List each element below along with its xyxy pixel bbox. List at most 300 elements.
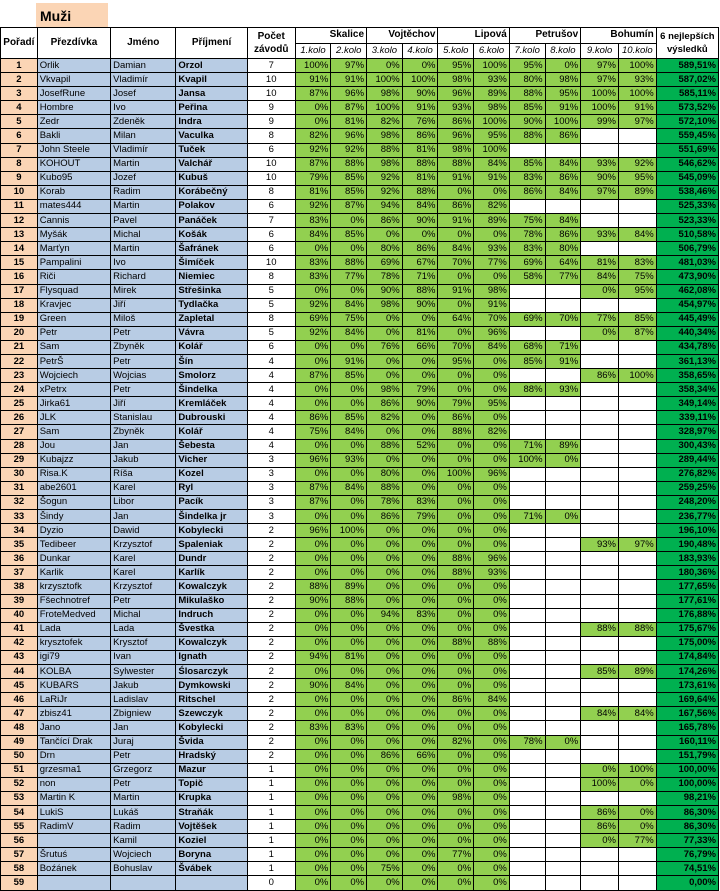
table-row: [1, 552, 719, 566]
score-cell: 91%: [474, 171, 510, 185]
first-name-cell: Karel: [111, 566, 176, 580]
last-name-cell: Šebesta: [176, 439, 247, 453]
score-cell: 97%: [581, 73, 619, 87]
rank-cell: 46: [1, 693, 38, 707]
first-name-cell: Karel: [111, 481, 176, 495]
rank-cell: 24: [1, 383, 38, 397]
score-cell: 96%: [331, 129, 367, 143]
score-cell: 0%: [295, 693, 331, 707]
score-cell: 0%: [402, 566, 438, 580]
score-cell: [509, 397, 545, 411]
best-six-cell: 74,51%: [656, 862, 718, 876]
header-round: 1.kolo: [295, 43, 331, 59]
best-six-cell: 510,58%: [656, 228, 718, 242]
rank-cell: 2: [1, 73, 38, 87]
header-venue: Bohumín: [581, 28, 656, 44]
table-row: [1, 439, 719, 453]
score-cell: [581, 721, 619, 735]
score-cell: 0%: [618, 777, 656, 791]
score-cell: 66%: [402, 340, 438, 354]
score-cell: 98%: [438, 73, 474, 87]
rank-cell: 44: [1, 665, 38, 679]
first-name-cell: Michal: [111, 608, 176, 622]
score-cell: 0%: [295, 340, 331, 354]
table-row: [1, 580, 719, 594]
nickname-cell: LaRiJr: [37, 693, 110, 707]
score-cell: 0%: [367, 693, 403, 707]
score-cell: 0%: [331, 848, 367, 862]
score-cell: 0%: [402, 594, 438, 608]
score-cell: 0%: [402, 481, 438, 495]
score-cell: 83%: [295, 270, 331, 284]
last-name-cell: Tydlačka: [176, 298, 247, 312]
score-cell: 84%: [545, 185, 581, 199]
nickname-cell: Sam: [37, 425, 110, 439]
table-row: [1, 805, 719, 819]
score-cell: [618, 214, 656, 228]
last-name-cell: Kobylecki: [176, 721, 247, 735]
score-cell: [581, 340, 619, 354]
score-cell: 0%: [331, 763, 367, 777]
nickname-cell: Drn: [37, 749, 110, 763]
best-six-cell: 585,11%: [656, 87, 718, 101]
score-cell: 86%: [402, 242, 438, 256]
score-cell: [509, 552, 545, 566]
score-cell: [509, 481, 545, 495]
race-count-cell: 2: [247, 552, 295, 566]
race-count-cell: 4: [247, 354, 295, 368]
race-count-cell: 9: [247, 115, 295, 129]
table-row: [1, 650, 719, 664]
score-cell: 84%: [331, 481, 367, 495]
header-round: 3.kolo: [367, 43, 403, 59]
race-count-cell: 2: [247, 608, 295, 622]
score-cell: [509, 622, 545, 636]
score-cell: 0%: [367, 876, 403, 890]
score-cell: 84%: [474, 340, 510, 354]
best-six-cell: 259,25%: [656, 481, 718, 495]
score-cell: [545, 298, 581, 312]
last-name-cell: Šindelka jr: [176, 510, 247, 524]
best-six-cell: 525,33%: [656, 199, 718, 213]
score-cell: 93%: [581, 228, 619, 242]
score-cell: [618, 411, 656, 425]
score-cell: [509, 721, 545, 735]
table-row: [1, 312, 719, 326]
first-name-cell: Petr: [111, 354, 176, 368]
best-six-cell: 169,64%: [656, 693, 718, 707]
nickname-cell: [37, 834, 110, 848]
rank-cell: 40: [1, 608, 38, 622]
score-cell: [545, 636, 581, 650]
first-name-cell: Damian: [111, 59, 176, 73]
table-row: [1, 270, 719, 284]
race-count-cell: 3: [247, 510, 295, 524]
table-row: [1, 862, 719, 876]
last-name-cell: Košák: [176, 228, 247, 242]
score-cell: 0%: [438, 834, 474, 848]
rank-cell: 10: [1, 185, 38, 199]
score-cell: 0%: [402, 411, 438, 425]
score-cell: 0%: [295, 665, 331, 679]
score-cell: 90%: [295, 594, 331, 608]
score-cell: [581, 650, 619, 664]
score-cell: 92%: [331, 143, 367, 157]
last-name-cell: Kubuš: [176, 171, 247, 185]
score-cell: 100%: [581, 777, 619, 791]
score-cell: 88%: [367, 143, 403, 157]
table-row: [1, 679, 719, 693]
rank-cell: 33: [1, 510, 38, 524]
race-count-cell: 2: [247, 735, 295, 749]
first-name-cell: Zdeněk: [111, 115, 176, 129]
score-cell: [618, 495, 656, 509]
race-count-cell: 2: [247, 707, 295, 721]
score-cell: 93%: [581, 538, 619, 552]
last-name-cell: Šafránek: [176, 242, 247, 256]
best-six-cell: 289,44%: [656, 453, 718, 467]
score-cell: [545, 284, 581, 298]
race-count-cell: 1: [247, 805, 295, 819]
rank-cell: 28: [1, 439, 38, 453]
score-cell: 84%: [402, 199, 438, 213]
score-cell: 0%: [438, 650, 474, 664]
nickname-cell: xPetrx: [37, 383, 110, 397]
score-cell: 92%: [367, 185, 403, 199]
score-cell: 0%: [367, 369, 403, 383]
last-name-cell: Orzol: [176, 59, 247, 73]
rank-cell: 27: [1, 425, 38, 439]
last-name-cell: [176, 876, 247, 890]
score-cell: 100%: [581, 87, 619, 101]
score-cell: 0%: [474, 805, 510, 819]
first-name-cell: Kamil: [111, 834, 176, 848]
score-cell: 70%: [474, 312, 510, 326]
table-row: [1, 326, 719, 340]
first-name-cell: Josef: [111, 87, 176, 101]
score-cell: [545, 425, 581, 439]
last-name-cell: Dubrouski: [176, 411, 247, 425]
score-cell: [545, 566, 581, 580]
score-cell: [545, 707, 581, 721]
score-cell: 98%: [438, 143, 474, 157]
score-cell: 0%: [295, 510, 331, 524]
score-cell: 0%: [474, 665, 510, 679]
score-cell: [581, 608, 619, 622]
best-six-cell: 176,88%: [656, 608, 718, 622]
score-cell: 0%: [474, 650, 510, 664]
score-cell: 0%: [295, 763, 331, 777]
best-six-cell: 440,34%: [656, 326, 718, 340]
score-cell: 0%: [474, 707, 510, 721]
score-cell: 0%: [474, 369, 510, 383]
score-cell: 0%: [402, 848, 438, 862]
score-cell: 100%: [618, 369, 656, 383]
table-row: [1, 340, 719, 354]
nickname-cell: KUBARS: [37, 679, 110, 693]
race-count-cell: 4: [247, 397, 295, 411]
score-cell: 0%: [295, 101, 331, 115]
best-six-cell: 481,03%: [656, 256, 718, 270]
nickname-cell: Dyzio: [37, 524, 110, 538]
score-cell: [581, 298, 619, 312]
score-cell: [545, 495, 581, 509]
score-cell: 84%: [331, 326, 367, 340]
header-round: 10.kolo: [618, 43, 656, 59]
best-six-cell: 173,61%: [656, 679, 718, 693]
nickname-cell: Kravjec: [37, 298, 110, 312]
score-cell: 75%: [295, 425, 331, 439]
table-row: [1, 665, 719, 679]
score-cell: [509, 749, 545, 763]
score-cell: 0%: [367, 524, 403, 538]
last-name-cell: Šín: [176, 354, 247, 368]
score-cell: 96%: [438, 129, 474, 143]
score-cell: [618, 524, 656, 538]
score-cell: 88%: [402, 157, 438, 171]
score-cell: [618, 679, 656, 693]
score-cell: 0%: [474, 354, 510, 368]
score-cell: [581, 510, 619, 524]
score-cell: 82%: [295, 129, 331, 143]
score-cell: [545, 862, 581, 876]
race-count-cell: 2: [247, 580, 295, 594]
race-count-cell: 2: [247, 665, 295, 679]
race-count-cell: 2: [247, 566, 295, 580]
best-six-cell: 180,36%: [656, 566, 718, 580]
score-cell: 88%: [438, 157, 474, 171]
score-cell: [581, 749, 619, 763]
race-count-cell: 2: [247, 524, 295, 538]
nickname-cell: JosefRune: [37, 87, 110, 101]
first-name-cell: Petr: [111, 383, 176, 397]
best-six-cell: 546,62%: [656, 157, 718, 171]
header-round: 5.kolo: [438, 43, 474, 59]
nickname-cell: Wojciech: [37, 369, 110, 383]
score-cell: 0%: [402, 228, 438, 242]
first-name-cell: Zbigniew: [111, 707, 176, 721]
header-race-count: Počet závodů: [247, 28, 295, 59]
score-cell: 0%: [367, 580, 403, 594]
race-count-cell: 2: [247, 749, 295, 763]
race-count-cell: 10: [247, 73, 295, 87]
score-cell: 70%: [438, 340, 474, 354]
first-name-cell: Zbyněk: [111, 425, 176, 439]
last-name-cell: Kvapil: [176, 73, 247, 87]
score-cell: 0%: [474, 622, 510, 636]
score-cell: 0%: [438, 749, 474, 763]
score-cell: 0%: [438, 524, 474, 538]
score-cell: 0%: [367, 848, 403, 862]
rank-cell: 29: [1, 453, 38, 467]
score-cell: 0%: [581, 834, 619, 848]
race-count-cell: 1: [247, 834, 295, 848]
best-six-cell: 76,79%: [656, 848, 718, 862]
score-cell: 91%: [438, 171, 474, 185]
score-cell: [581, 552, 619, 566]
score-cell: 88%: [618, 622, 656, 636]
score-cell: [618, 636, 656, 650]
score-cell: [509, 467, 545, 481]
rank-cell: 45: [1, 679, 38, 693]
nickname-cell: FroteMedved: [37, 608, 110, 622]
best-six-cell: 248,20%: [656, 495, 718, 509]
score-cell: 97%: [618, 115, 656, 129]
score-cell: 0%: [402, 679, 438, 693]
rank-cell: 20: [1, 326, 38, 340]
score-cell: 0%: [402, 552, 438, 566]
rank-cell: 21: [1, 340, 38, 354]
score-cell: [545, 665, 581, 679]
score-cell: 69%: [295, 312, 331, 326]
score-cell: 98%: [367, 298, 403, 312]
best-six-cell: 98,21%: [656, 791, 718, 805]
score-cell: 97%: [581, 59, 619, 73]
score-cell: [581, 566, 619, 580]
score-cell: [618, 510, 656, 524]
first-name-cell: Ivo: [111, 256, 176, 270]
table-row: [1, 129, 719, 143]
score-cell: [509, 834, 545, 848]
rank-cell: 54: [1, 805, 38, 819]
score-cell: 93%: [474, 566, 510, 580]
score-cell: 84%: [331, 298, 367, 312]
score-cell: 96%: [438, 87, 474, 101]
score-cell: 0%: [367, 594, 403, 608]
score-cell: 0%: [295, 820, 331, 834]
score-cell: [509, 876, 545, 890]
score-cell: [509, 199, 545, 213]
nickname-cell: JLK: [37, 411, 110, 425]
score-cell: 88%: [402, 284, 438, 298]
race-count-cell: 10: [247, 87, 295, 101]
best-six-cell: 538,46%: [656, 185, 718, 199]
race-count-cell: 2: [247, 594, 295, 608]
score-cell: 0%: [367, 805, 403, 819]
race-count-cell: 6: [247, 143, 295, 157]
score-cell: 97%: [618, 538, 656, 552]
first-name-cell: Ladislav: [111, 693, 176, 707]
rank-cell: 13: [1, 228, 38, 242]
score-cell: 100%: [295, 59, 331, 73]
score-cell: [618, 650, 656, 664]
table-row: [1, 622, 719, 636]
score-cell: 0%: [474, 510, 510, 524]
score-cell: 84%: [438, 242, 474, 256]
score-cell: [509, 679, 545, 693]
best-six-cell: 361,13%: [656, 354, 718, 368]
score-cell: [509, 665, 545, 679]
score-cell: 84%: [581, 270, 619, 284]
score-cell: [509, 608, 545, 622]
best-six-cell: 462,08%: [656, 284, 718, 298]
score-cell: 100%: [402, 73, 438, 87]
table-row: [1, 791, 719, 805]
nickname-cell: Bakli: [37, 129, 110, 143]
score-cell: 85%: [331, 185, 367, 199]
best-six-cell: 589,51%: [656, 59, 718, 73]
score-cell: 83%: [402, 608, 438, 622]
score-cell: 91%: [402, 101, 438, 115]
best-six-cell: 523,33%: [656, 214, 718, 228]
score-cell: 80%: [367, 242, 403, 256]
first-name-cell: Petr: [111, 326, 176, 340]
table-row: [1, 594, 719, 608]
score-cell: [545, 805, 581, 819]
score-cell: 82%: [367, 411, 403, 425]
score-cell: 0%: [402, 622, 438, 636]
nickname-cell: PetrŠ: [37, 354, 110, 368]
rank-cell: 17: [1, 284, 38, 298]
last-name-cell: Kozel: [176, 467, 247, 481]
score-cell: 0%: [402, 453, 438, 467]
score-cell: 83%: [509, 171, 545, 185]
best-six-cell: 151,79%: [656, 749, 718, 763]
score-cell: 84%: [545, 214, 581, 228]
nickname-cell: Tedibeer: [37, 538, 110, 552]
nickname-cell: LukiS: [37, 805, 110, 819]
score-cell: 0%: [438, 510, 474, 524]
score-cell: 96%: [295, 524, 331, 538]
first-name-cell: Radim: [111, 820, 176, 834]
score-cell: [581, 453, 619, 467]
race-count-cell: 10: [247, 256, 295, 270]
last-name-cell: Ritschel: [176, 693, 247, 707]
score-cell: 0%: [474, 411, 510, 425]
score-cell: [509, 707, 545, 721]
score-cell: 0%: [367, 650, 403, 664]
score-cell: 86%: [545, 171, 581, 185]
last-name-cell: Krupka: [176, 791, 247, 805]
score-cell: 0%: [402, 862, 438, 876]
first-name-cell: Jozef: [111, 171, 176, 185]
score-cell: [618, 566, 656, 580]
score-cell: [581, 495, 619, 509]
score-cell: 70%: [438, 256, 474, 270]
race-count-cell: 6: [247, 228, 295, 242]
rank-cell: 37: [1, 566, 38, 580]
first-name-cell: Jiří: [111, 298, 176, 312]
header-venue: Vojtěchov: [367, 28, 438, 44]
score-cell: 86%: [545, 129, 581, 143]
score-cell: 83%: [618, 256, 656, 270]
race-count-cell: 7: [247, 59, 295, 73]
first-name-cell: Miloš: [111, 312, 176, 326]
score-cell: 0%: [474, 185, 510, 199]
nickname-cell: grzesma1: [37, 763, 110, 777]
nickname-cell: Kubajzz: [37, 453, 110, 467]
score-cell: 0%: [438, 622, 474, 636]
score-cell: 0%: [367, 59, 403, 73]
table-row: [1, 369, 719, 383]
score-cell: 94%: [367, 608, 403, 622]
score-cell: [581, 524, 619, 538]
score-cell: [545, 763, 581, 777]
race-count-cell: 1: [247, 791, 295, 805]
score-cell: 0%: [295, 862, 331, 876]
score-cell: 86%: [367, 397, 403, 411]
score-cell: 0%: [295, 805, 331, 819]
score-cell: 88%: [509, 129, 545, 143]
score-cell: 88%: [438, 636, 474, 650]
score-cell: 100%: [367, 73, 403, 87]
score-cell: 0%: [402, 59, 438, 73]
score-cell: 95%: [545, 87, 581, 101]
best-six-cell: 454,97%: [656, 298, 718, 312]
last-name-cell: Vojtěšek: [176, 820, 247, 834]
score-cell: 0%: [438, 594, 474, 608]
last-name-cell: Mazur: [176, 763, 247, 777]
